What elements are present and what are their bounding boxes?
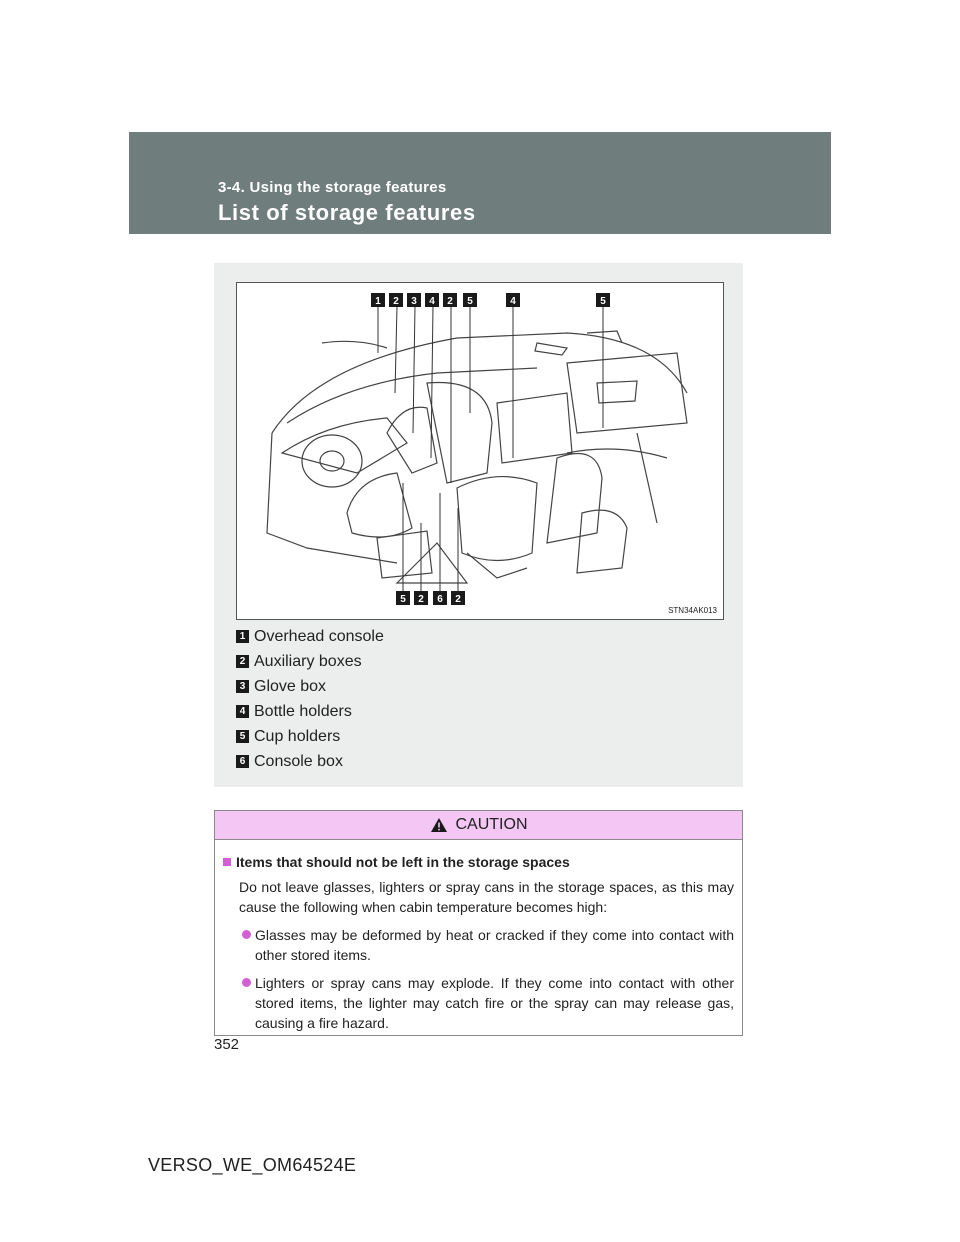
page-title: List of storage features xyxy=(218,200,476,225)
caution-box xyxy=(214,810,743,1036)
legend-number: 5 xyxy=(236,730,249,743)
caution-intro: Do not leave glasses, lighters or spray cans in the storage spaces, as this may cause the following when cabin temperature becomes high: xyxy=(239,879,734,915)
callout-text: 2 xyxy=(455,594,461,605)
callout-text: 6 xyxy=(437,594,443,605)
legend-item xyxy=(236,749,384,774)
callout-text: 5 xyxy=(600,296,606,307)
legend-item xyxy=(236,699,384,724)
callout-text: 5 xyxy=(400,594,406,605)
caution-bullet-text: Lighters or spray cans may explode. If they come into contact with other stored items, the lighter may catch fire or the spray can may release gas, causing a fire hazard. xyxy=(255,975,734,1031)
legend-item xyxy=(236,674,384,699)
legend-label: Cup holders xyxy=(254,727,341,745)
callout-text: 2 xyxy=(393,296,399,307)
legend-list xyxy=(236,624,384,774)
page-number: 352 xyxy=(214,1036,240,1053)
legend-item xyxy=(236,649,384,674)
legend-number: 6 xyxy=(236,755,249,768)
legend-label: Glove box xyxy=(254,677,327,695)
legend-item xyxy=(236,624,384,649)
legend-label: Overhead console xyxy=(254,627,384,645)
callout-text: 3 xyxy=(411,296,417,307)
dot-bullet-icon xyxy=(242,930,251,939)
callout-text: 4 xyxy=(429,296,435,307)
legend-label: Console box xyxy=(254,752,343,770)
legend-number: 1 xyxy=(236,630,249,643)
caution-heading-text: Items that should not be left in the storage spaces xyxy=(236,854,570,870)
car-interior-drawing xyxy=(237,283,723,619)
legend-item xyxy=(236,724,384,749)
caution-title: CAUTION xyxy=(455,816,528,833)
square-bullet-icon xyxy=(223,858,231,866)
caution-bullet xyxy=(255,925,734,965)
callout-text: 2 xyxy=(447,296,453,307)
caution-body xyxy=(215,840,742,1033)
top-callouts xyxy=(371,293,610,307)
dot-bullet-icon xyxy=(242,978,251,987)
section-label: 3-4. Using the storage features xyxy=(218,179,447,196)
legend-number: 3 xyxy=(236,680,249,693)
figure-code: STN34AK013 xyxy=(668,606,717,615)
warning-icon xyxy=(430,817,448,833)
legend-label: Auxiliary boxes xyxy=(254,652,362,670)
caution-heading xyxy=(223,852,734,872)
section-header xyxy=(129,132,831,234)
callout-text: 5 xyxy=(467,296,473,307)
callout-text: 2 xyxy=(418,594,424,605)
callout-text: 1 xyxy=(375,296,381,307)
callout-text: 4 xyxy=(510,296,516,307)
legend-number: 2 xyxy=(236,655,249,668)
caution-header xyxy=(215,811,742,840)
caution-bullet xyxy=(255,973,734,1033)
legend-label: Bottle holders xyxy=(254,702,352,720)
bottom-callouts xyxy=(396,591,465,605)
footer-code: VERSO_WE_OM64524E xyxy=(148,1155,357,1175)
legend-number: 4 xyxy=(236,705,249,718)
car-interior-illustration xyxy=(236,282,724,620)
caution-bullet-text: Glasses may be deformed by heat or cracked if they come into contact with other stored items. xyxy=(255,927,734,963)
